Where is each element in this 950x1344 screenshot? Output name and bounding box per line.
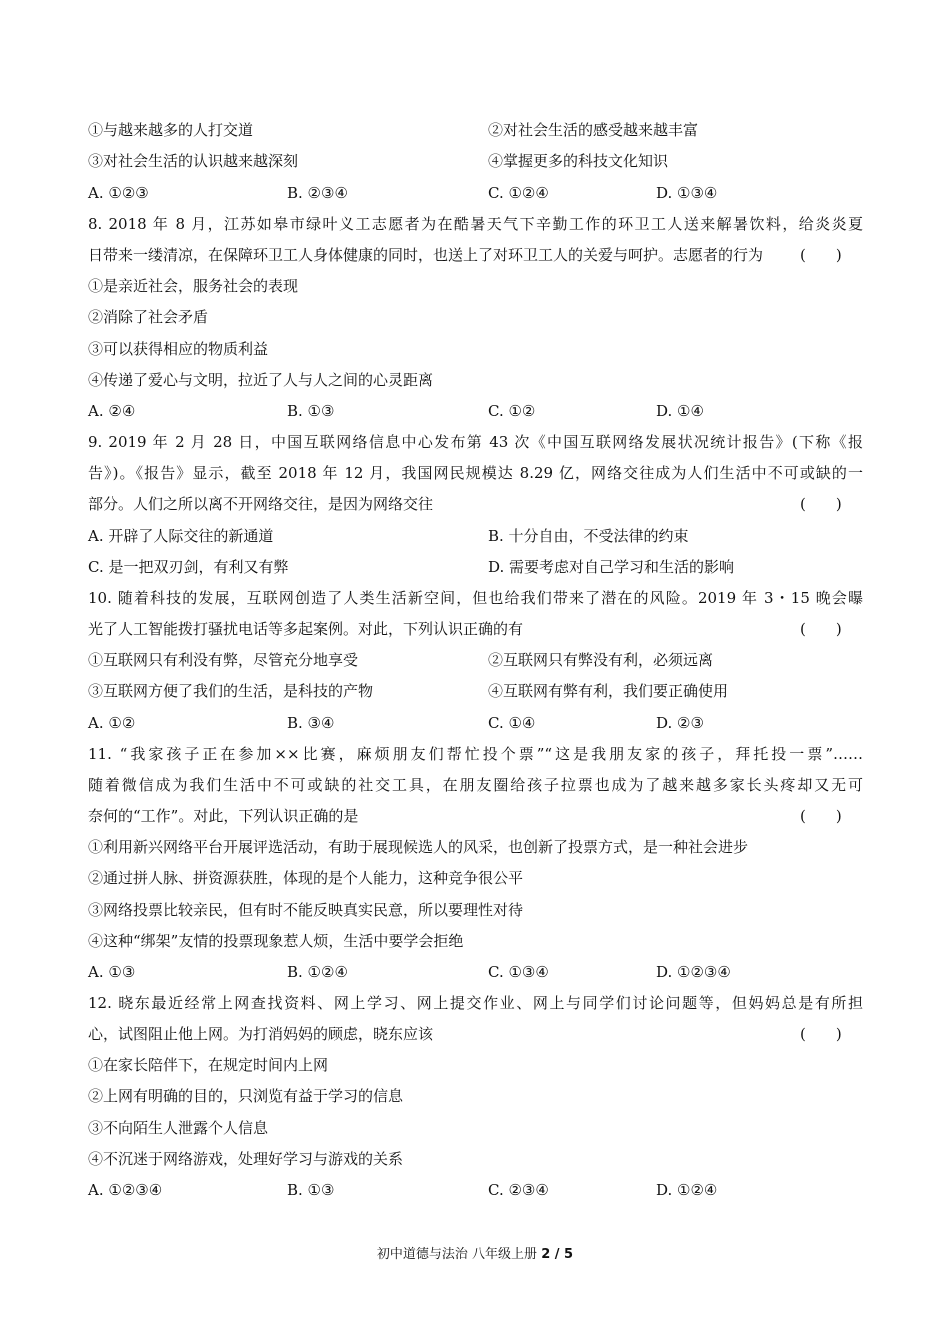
q12-item-3: ③不向陌生人泄露个人信息 <box>88 1119 269 1137</box>
q8-choice-b: B. ①③ <box>287 402 335 420</box>
q11-choice-b: B. ①②④ <box>287 963 348 981</box>
q7-choice-a: A. ①②③ <box>88 184 149 202</box>
q10-choice-b: B. ③④ <box>287 714 335 732</box>
q9-answer-bracket: ( ) <box>800 495 842 513</box>
q12-stem-line-1: 12. 晓东最近经常上网查找资料、网上学习、网上提交作业、网上与同学们讨论问题等，但妈妈总是有所担 <box>88 994 863 1012</box>
q11-item-1: ①利用新兴网络平台开展评选活动，有助于展现候选人的风采，也创新了投票方式，是一种社会进步 <box>88 838 749 856</box>
q11-choice-c: C. ①③④ <box>488 963 549 981</box>
q10-stem-line-1: 10. 随着科技的发展，互联网创造了人类生活新空间，但也给我们带来了潜在的风险。2019 年 3・15 晚会曝 <box>88 589 863 607</box>
q12-choice-d: D. ①②④ <box>656 1181 718 1199</box>
q12-item-2: ②上网有明确的目的，只浏览有益于学习的信息 <box>88 1087 404 1105</box>
q8-choice-a: A. ②④ <box>88 402 136 420</box>
q10-option-1: ①互联网只有利没有弊，尽管充分地享受 <box>88 651 359 669</box>
q9-choice-c: C. 是一把双刃剑，有利又有弊 <box>88 558 289 576</box>
q9-choice-b: B. 十分自由，不受法律的约束 <box>488 527 689 545</box>
q12-choice-c: C. ②③④ <box>488 1181 549 1199</box>
q7-choice-c: C. ①②④ <box>488 184 549 202</box>
q11-stem-line-1: 11. “我家孩子正在参加××比赛，麻烦朋友们帮忙投个票”“这是我朋友家的孩子，拜托投一票”…… <box>88 745 863 763</box>
page-footer <box>0 1246 950 1264</box>
q8-item-4: ④传递了爱心与文明，拉近了人与人之间的心灵距离 <box>88 371 434 389</box>
q8-choice-d: D. ①④ <box>656 402 704 420</box>
q12-answer-bracket: ( ) <box>800 1025 842 1043</box>
q8-answer-bracket: ( ) <box>800 246 842 264</box>
q11-item-2: ②通过拼人脉、拼资源获胜，体现的是个人能力，这种竞争很公平 <box>88 869 524 887</box>
q10-answer-bracket: ( ) <box>800 620 842 638</box>
page-number: 2 / 5 <box>541 1247 574 1262</box>
q12-stem-line-2: 心，试图阻止他上网。为打消妈妈的顾虑，晓东应该 <box>88 1025 434 1043</box>
q11-stem-line-2: 随着微信成为我们生活中不可或缺的社交工具，在朋友圈给孩子拉票也成为了越来越多家长头疼却又无可 <box>88 776 863 794</box>
q8-item-3: ③可以获得相应的物质利益 <box>88 340 269 358</box>
q8-item-2: ②消除了社会矛盾 <box>88 308 209 326</box>
q12-item-1: ①在家长陪伴下，在规定时间内上网 <box>88 1056 329 1074</box>
q11-answer-bracket: ( ) <box>800 807 842 825</box>
q7-choice-b: B. ②③④ <box>287 184 348 202</box>
q7-choice-d: D. ①③④ <box>656 184 718 202</box>
q9-choice-a: A. 开辟了人际交往的新通道 <box>88 527 274 545</box>
q11-item-4: ④这种“绑架”友情的投票现象惹人烦，生活中要学会拒绝 <box>88 932 464 950</box>
q10-stem-line-2: 光了人工智能拨打骚扰电话等多起案例。对此，下列认识正确的有 <box>88 620 524 638</box>
q11-choice-d: D. ①②③④ <box>656 963 731 981</box>
q7-option-1: ①与越来越多的人打交道 <box>88 121 254 139</box>
q8-stem-line-1: 8. 2018 年 8 月，江苏如皋市绿叶义工志愿者为在酷暑天气下辛勤工作的环卫工人送来解暑饮料，给炎炎夏 <box>88 215 863 233</box>
q7-option-2: ②对社会生活的感受越来越丰富 <box>488 121 699 139</box>
q11-choice-a: A. ①③ <box>88 963 136 981</box>
q9-choice-d: D. 需要考虑对自己学习和生活的影响 <box>488 558 735 576</box>
q7-option-3: ③对社会生活的认识越来越深刻 <box>88 152 299 170</box>
q12-choice-b: B. ①③ <box>287 1181 335 1199</box>
footer-title: 初中道德与法治 八年级上册 <box>376 1247 542 1262</box>
q10-option-2: ②互联网只有弊没有利，必须远离 <box>488 651 714 669</box>
q12-choice-a: A. ①②③④ <box>88 1181 163 1199</box>
q10-option-3: ③互联网方便了我们的生活，是科技的产物 <box>88 682 374 700</box>
q11-stem-line-3: 奈何的“工作”。对此，下列认识正确的是 <box>88 807 359 825</box>
q7-option-4: ④掌握更多的科技文化知识 <box>488 152 669 170</box>
q10-choice-d: D. ②③ <box>656 714 704 732</box>
q10-choice-a: A. ①② <box>88 714 136 732</box>
q10-choice-c: C. ①④ <box>488 714 536 732</box>
q9-stem-line-3: 部分。人们之所以离不开网络交往，是因为网络交往 <box>88 495 434 513</box>
q11-item-3: ③网络投票比较亲民，但有时不能反映真实民意，所以要理性对待 <box>88 901 524 919</box>
q12-item-4: ④不沉迷于网络游戏，处理好学习与游戏的关系 <box>88 1150 404 1168</box>
q8-choice-c: C. ①② <box>488 402 536 420</box>
q9-stem-line-1: 9. 2019 年 2 月 28 日，中国互联网络信息中心发布第 43 次《中国互联网络发展状况统计报告》(下称《报 <box>88 433 863 451</box>
q9-stem-line-2: 告》)。《报告》显示，截至 2018 年 12 月，我国网民规模达 8.29 亿，网络交往成为人们生活中不可或缺的一 <box>88 464 863 482</box>
q10-option-4: ④互联网有弊有利，我们要正确使用 <box>488 682 729 700</box>
q8-item-1: ①是亲近社会，服务社会的表现 <box>88 277 299 295</box>
q8-stem-line-2: 日带来一缕清凉，在保障环卫工人身体健康的同时，也送上了对环卫工人的关爱与呵护。志愿者的行为 <box>88 246 764 264</box>
